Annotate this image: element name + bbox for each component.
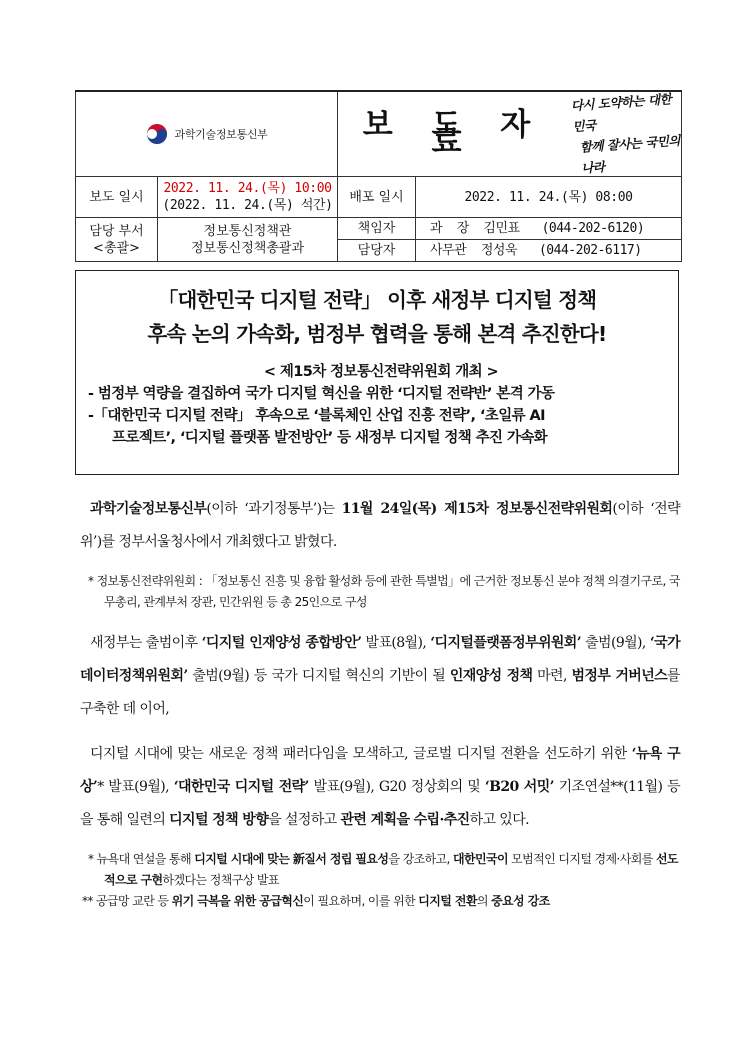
government-slogan: [552, 88, 684, 181]
paragraph-2: [80, 627, 680, 726]
p3-b1: ‘뉴욕 구상’: [80, 746, 680, 795]
department-label-line-1: 담당 부서: [89, 223, 144, 239]
p1-ministry: 과학기술정보통신부: [90, 501, 207, 517]
p3-t3: 발표(9월), G20 정상회의 및: [308, 779, 485, 795]
department-value: [158, 218, 338, 262]
p3-t6: 하고 있다.: [469, 812, 530, 828]
press-release-header: [75, 90, 682, 262]
fn2-t2: 을 강조하고,: [388, 852, 453, 866]
ministry-name: 과학기술정보통신부: [174, 127, 268, 141]
staff-contact: 사무관 정성욱 (044-202-6117): [416, 240, 682, 262]
fn3-t1: ** 공급망 교란 등: [82, 894, 172, 908]
ministry-logo-cell: [76, 91, 338, 177]
manager-contact: 과 장 김민표 (044-202-6120): [416, 218, 682, 240]
p2-b5: 범정부 거버넌스: [571, 668, 668, 684]
p1-text-2: (이하 ‘전략위’)를 정부서울청사에서 개최했다고 밝혔다.: [80, 501, 680, 550]
report-date-label: 보도 일시: [76, 177, 158, 218]
report-date-value: [158, 177, 338, 218]
department-label: [76, 218, 158, 262]
p2-t5: 마련,: [532, 668, 572, 684]
fn3-t3: 의: [476, 894, 492, 908]
paragraph-1: [80, 493, 680, 559]
footnotes-2: [80, 849, 680, 912]
department-line-2: 정보통신정책총괄과: [190, 240, 305, 256]
taegeuk-icon: [146, 123, 168, 145]
headline-line-2: 후속 논의 가속화, 범정부 협력을 통해 본격 추진한다!: [147, 322, 607, 346]
report-date-line-1: 2022. 11. 24.(목) 10:00: [163, 181, 332, 196]
headline-line-1: 「대한민국 디지털 전략」 이후 새정부 디지털 정책: [157, 288, 597, 312]
sub-headline-item-2a: -「대한민국 디지털 전략」 후속으로 ‘블록체인 산업 진흥 전략’, ‘초일류 AI: [88, 408, 545, 424]
p3-t5: 을 설정하고: [268, 812, 341, 828]
fn2-b3: 선도적으로 구현: [104, 852, 678, 887]
p3-b5: 관련 계획을 수립·추진: [340, 812, 470, 828]
p1-meeting: 11월 24일(목) 제15차 정보통신전략위원회: [341, 501, 613, 517]
p3-t1: 디지털 시대에 맞는 새로운 정책 패러다임을 모색하고, 글로벌 디지털 전환을 선도하기 위한: [90, 746, 632, 762]
sub-headline-item-2b: 프로젝트’, ‘디지털 플랫폼 발전방안’ 등 새정부 디지털 정책 추진 가속화: [112, 430, 548, 446]
footnote-2: [80, 849, 680, 891]
footnote-3: [80, 891, 680, 912]
sub-headline-title: < 제15차 정보통신전략위원회 개최 >: [263, 364, 499, 380]
title-slogan-cell: [338, 91, 682, 177]
p2-b4: 인재양성 정책: [449, 668, 533, 684]
p1-text-1: (이하 ‘과기정통부’)는: [206, 501, 342, 517]
staff-label: 담당자: [338, 240, 416, 262]
p3-b2: ‘대한민국 디지털 전략’: [173, 779, 309, 795]
p3-t2: * 발표(9월),: [97, 779, 174, 795]
ministry-logo: [76, 123, 337, 145]
headline-box: [75, 270, 679, 475]
fn3-b2: 디지털 전환: [418, 894, 477, 908]
paragraph-3: [80, 738, 680, 837]
slogan-line-1: 다시 도약하는 대한민국: [570, 91, 672, 135]
p2-t1: 새정부는 출범이후: [90, 635, 202, 651]
slogan-line-2: 함께 잘사는 국민의 나라: [579, 132, 681, 176]
press-release-title: 보 도 자 료: [362, 107, 545, 160]
department-line-1: 정보통신정책관: [203, 223, 292, 239]
p2-t2: 발표(8월),: [361, 635, 431, 651]
distribution-date-label: 배포 일시: [338, 177, 416, 218]
fn2-t4: 하겠다는 정책구상 발표: [162, 873, 279, 887]
fn2-t1: * 뉴욕대 연설을 통해: [88, 852, 195, 866]
p3-b4: 디지털 정책 방향: [169, 812, 269, 828]
distribution-date-value: 2022. 11. 24.(목) 08:00: [416, 177, 682, 218]
p2-t6: 를 구축한 데 이어,: [80, 668, 680, 717]
fn3-b1: 위기 극복을 위한 공급혁신: [171, 894, 304, 908]
p2-b2: ‘디지털플랫폼정부위원회’: [430, 635, 581, 651]
main-headline: [76, 283, 678, 351]
footnote-1: [80, 571, 680, 613]
manager-label: 책임자: [338, 218, 416, 240]
fn2-t3: 모범적인 디지털 경제·사회를: [507, 852, 656, 866]
article-body: [80, 493, 680, 912]
p2-t4: 출범(9월) 등 국가 디지털 혁신의 기반이 될: [187, 668, 450, 684]
sub-headline: [76, 361, 678, 449]
department-label-line-2: <총괄>: [93, 240, 140, 256]
p3-b3: ‘B20 서밋’: [484, 779, 554, 795]
report-date-line-2: (2022. 11. 24.(목) 석간): [162, 198, 333, 213]
fn3-t2: 이 필요하며, 이를 위한: [303, 894, 419, 908]
fn2-b1: 디지털 시대에 맞는 新질서 정립 필요성: [194, 852, 389, 866]
p2-b3: ‘국가데이터정책위원회’: [80, 635, 680, 684]
sub-headline-item-1: - 범정부 역량을 결집하여 국가 디지털 혁신을 위한 ‘디지털 전략반’ 본격 가동: [88, 386, 555, 402]
p2-t3: 출범(9월),: [581, 635, 650, 651]
p3-t4: 기조연설**(11월) 등을 통해 일련의: [80, 779, 680, 828]
fn2-b2: 대한민국이: [452, 852, 508, 866]
p2-b1: ‘디지털 인재양성 종합방안’: [201, 635, 362, 651]
fn3-b3: 중요성 강조: [491, 894, 550, 908]
footnote-1-text: * 정보통신전략위원회 : 「정보통신 진흥 및 융합 활성화 등에 관한 특별법」에 근거한 정보통신 분야 정책 의결기구로, 국무총리, 관계부처 장관, 민간위원 등 총 25인으로 구성: [88, 574, 680, 609]
